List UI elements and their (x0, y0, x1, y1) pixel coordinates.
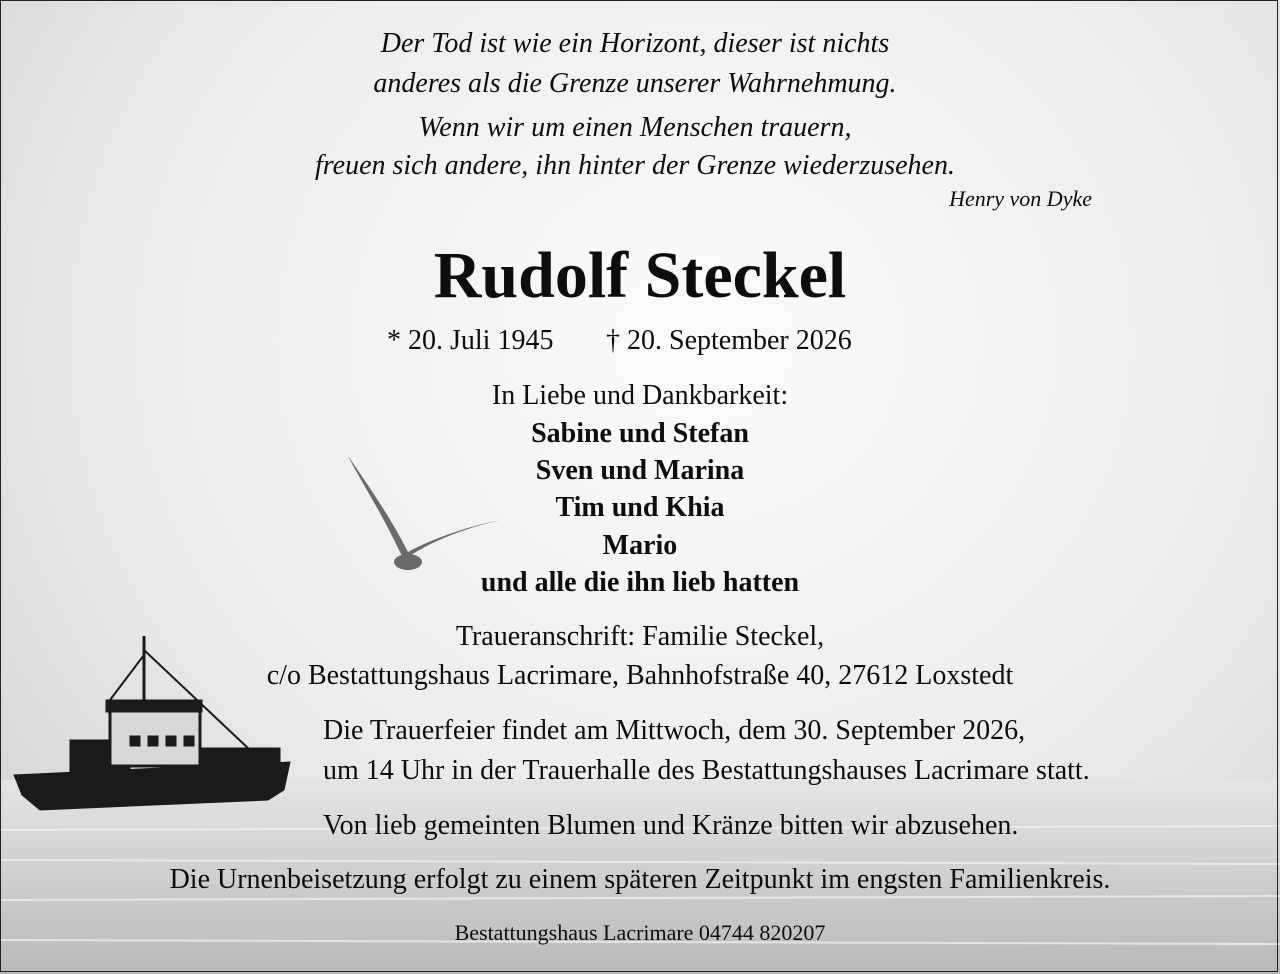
mourner-name: Sabine und Stefan (531, 418, 749, 449)
ceremony-line-1: Die Trauerfeier findet am Mittwoch, dem 30. September 2026, (323, 715, 1026, 746)
ceremony-line-2: um 14 Uhr in der Trauerhalle des Bestattungshauses Lacrimare statt. (323, 755, 1090, 786)
flowers-note: Von lieb gemeinten Blumen und Kränze bitten wir abzusehen. (323, 810, 1019, 841)
quote-line-4: freuen sich andere, ihn hinter der Grenze wiederzusehen. (315, 150, 955, 181)
death-date: † 20. September 2026 (606, 325, 852, 356)
funeral-home-footer: Bestattungshaus Lacrimare 04744 820207 (454, 920, 826, 945)
quote-line-3: Wenn wir um einen Menschen trauern, (418, 112, 852, 143)
mourner-name: Tim und Khia (555, 492, 725, 523)
urn-note: Die Urnenbeisetzung erfolgt zu einem späteren Zeitpunkt im engsten Familienkreis. (169, 864, 1111, 895)
quote-line-2: anderes als die Grenze unserer Wahrnehmung. (373, 68, 897, 99)
deceased-name: Rudolf Steckel (433, 239, 847, 312)
mourner-name: und alle die ihn lieb hatten (480, 567, 800, 598)
mourner-name: Mario (602, 530, 678, 561)
mourner-name: Sven und Marina (535, 455, 745, 486)
address-line-2: c/o Bestattungshaus Lacrimare, Bahnhofstraße 40, 27612 Loxstedt (266, 660, 1014, 691)
quote-line-1: Der Tod ist wie ein Horizont, dieser ist nichts (380, 28, 890, 59)
quote-author: Henry von Dyke (949, 186, 1092, 211)
address-line-1: Traueranschrift: Familie Steckel, (455, 621, 825, 652)
birth-date: * 20. Juli 1945 (387, 325, 554, 356)
mourners-intro: In Liebe und Dankbarkeit: (491, 380, 789, 411)
